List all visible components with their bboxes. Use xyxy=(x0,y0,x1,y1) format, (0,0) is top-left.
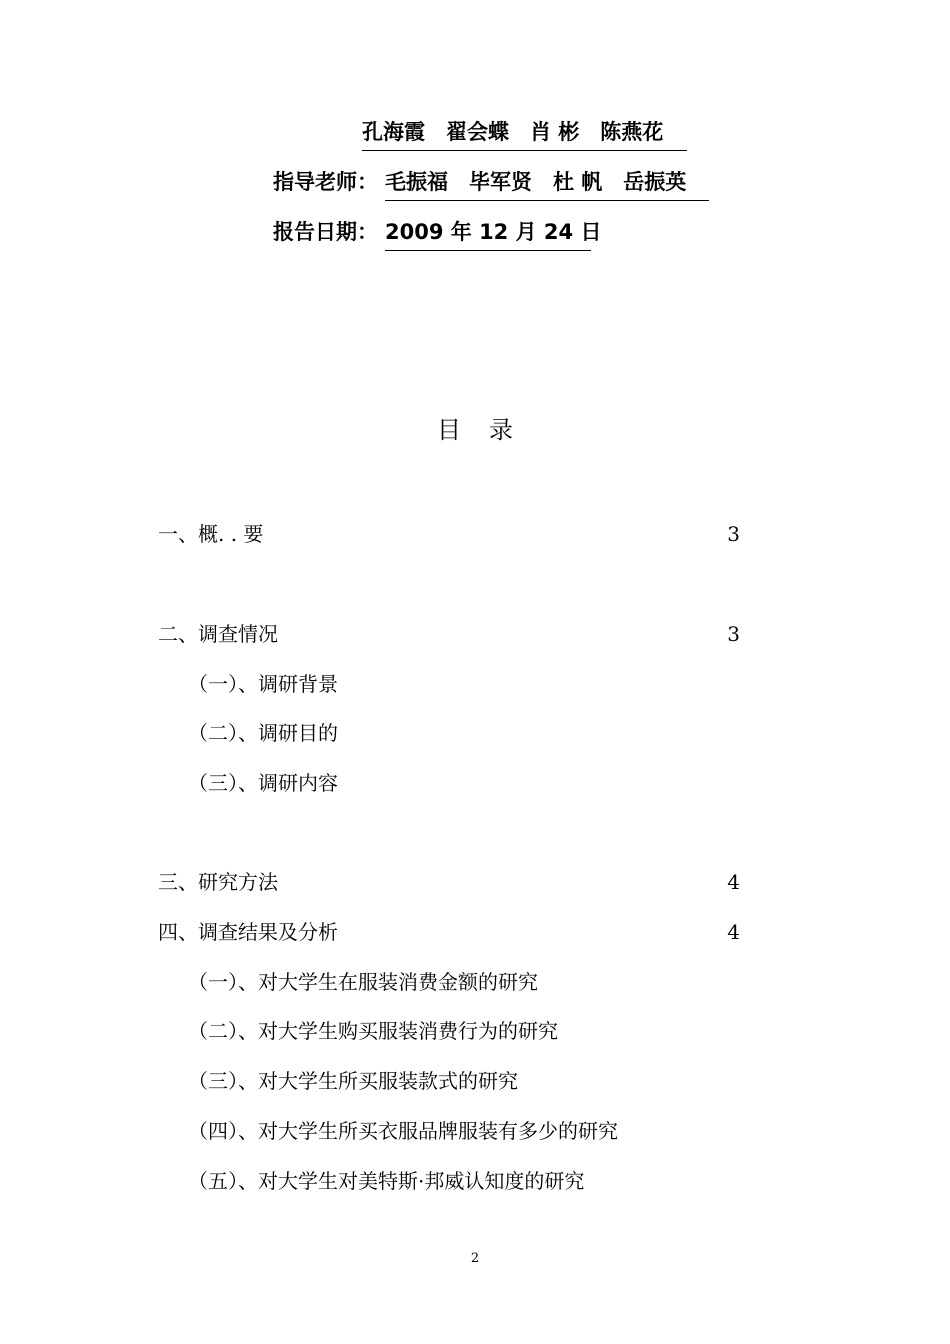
toc-subitem-2-3[interactable]: （三）、调研内容 xyxy=(188,771,338,795)
toc-item-2[interactable]: 二、调查情况 xyxy=(158,622,278,646)
report-date-value: 2009 年 12 月 24 日 xyxy=(385,218,591,251)
toc-item-1[interactable]: 一、概. . 要 xyxy=(158,522,264,546)
toc-page-2: 3 xyxy=(727,622,740,646)
toc-page-1: 3 xyxy=(727,522,740,546)
advisor-label: 指导老师： xyxy=(273,170,378,194)
page-number: 2 xyxy=(470,1251,480,1266)
authors-line: 孔海霞 翟会蝶 肖 彬 陈燕花 xyxy=(362,118,687,151)
toc-subitem-4-2[interactable]: （二）、对大学生购买服装消费行为的研究 xyxy=(188,1019,558,1043)
toc-subitem-2-1[interactable]: （一）、调研背景 xyxy=(188,672,338,696)
toc-subitem-4-4[interactable]: （四）、对大学生所买衣服品牌服装有多少的研究 xyxy=(188,1119,618,1143)
toc-subitem-4-3[interactable]: （三）、对大学生所买服装款式的研究 xyxy=(188,1069,518,1093)
report-date-label: 报告日期： xyxy=(273,220,378,244)
toc-page-4: 4 xyxy=(727,920,740,944)
advisor-names: 毛振福 毕军贤 杜 帆 岳振英 xyxy=(385,168,709,201)
toc-item-3[interactable]: 三、研究方法 xyxy=(158,870,278,894)
toc-page-3: 4 xyxy=(727,870,740,894)
toc-subitem-2-2[interactable]: （二）、调研目的 xyxy=(188,721,338,745)
toc-item-4[interactable]: 四、调查结果及分析 xyxy=(158,920,338,944)
toc-title: 目录 xyxy=(437,416,541,444)
toc-subitem-4-1[interactable]: （一）、对大学生在服装消费金额的研究 xyxy=(188,970,538,994)
toc-subitem-4-5[interactable]: （五）、对大学生对美特斯·邦威认知度的研究 xyxy=(188,1169,585,1193)
